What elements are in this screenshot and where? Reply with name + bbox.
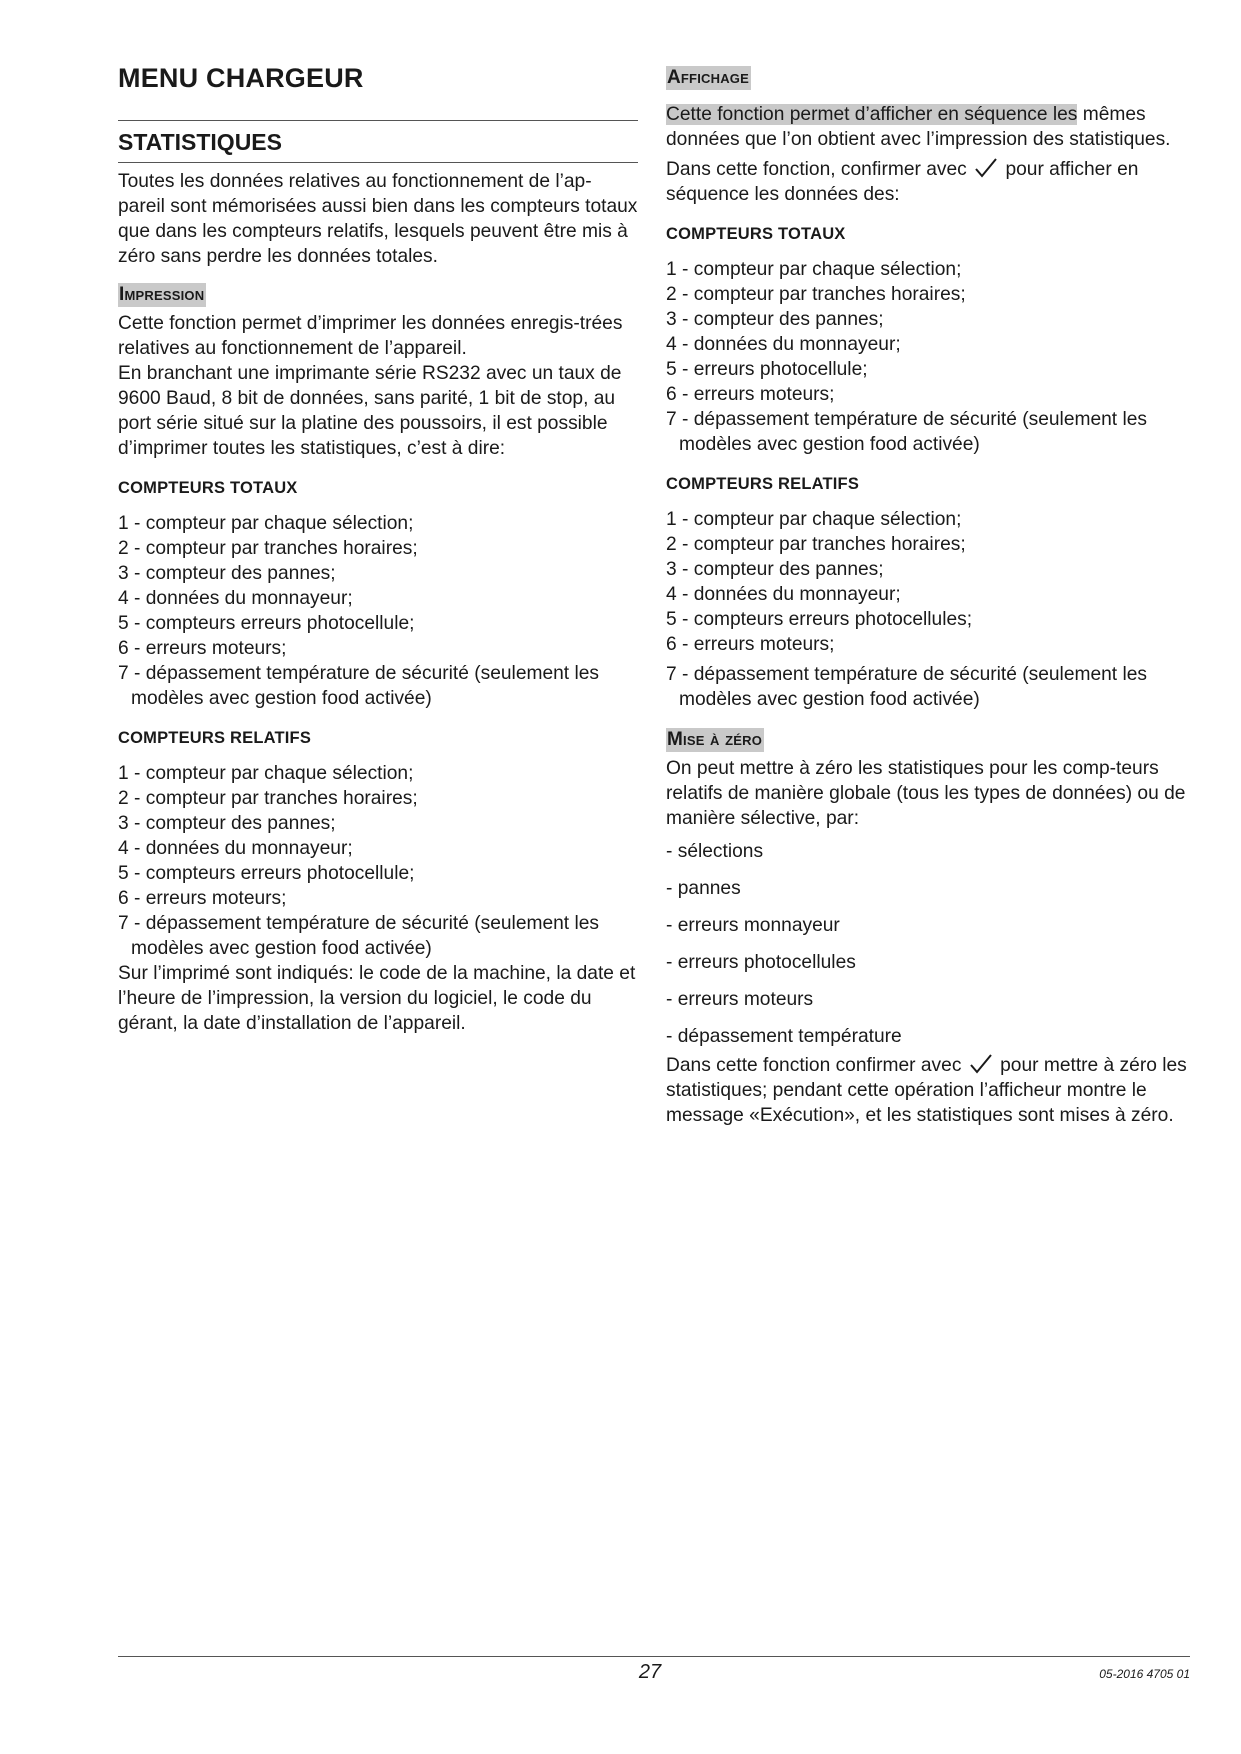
- affichage-heading: Affichage: [667, 67, 749, 88]
- list-item: 4 - données du monnayeur;: [118, 838, 353, 859]
- mise-a-zero-options: [666, 839, 1190, 1049]
- list-item: 6 - erreurs moteurs;: [666, 384, 835, 405]
- list-item: - sélections: [666, 841, 764, 862]
- mise-a-zero-intro: On peut mettre à zéro les statistiques pour les comp-teurs relatifs de manière globale (tous les types de données) ou de manière sélective, par:: [666, 758, 1186, 829]
- list-item: 5 - compteurs erreurs photocellule;: [118, 863, 415, 884]
- left-column: [118, 62, 638, 1036]
- list-item: 6 - erreurs moteurs;: [118, 888, 287, 909]
- list-item: - erreurs photocellules: [666, 952, 856, 973]
- mise-a-zero-heading: Mise à zéro: [667, 729, 763, 750]
- list-item: 4 - données du monnayeur;: [666, 334, 901, 355]
- list-item: 5 - compteurs erreurs photocellule;: [118, 613, 415, 634]
- list-item: 3 - compteur des pannes;: [118, 563, 336, 584]
- list-item: 2 - compteur par tranches horaires;: [118, 788, 418, 809]
- mise-a-zero-closing-before: Dans cette fonction confirmer avec: [666, 1055, 962, 1076]
- page-number: 27: [638, 1661, 662, 1683]
- affichage-paragraph-2: [666, 157, 1190, 207]
- list-item: 7 - dépassement température de sécurité (seulement les modèles avec gestion food activée): [666, 409, 1147, 455]
- mise-a-zero-closing: [666, 1053, 1190, 1128]
- page-title: MENU CHARGEUR: [118, 63, 364, 93]
- checkmark-icon: [974, 157, 998, 179]
- impression-paragraph-2: En branchant une imprimante série RS232 avec un taux de 9600 Baud, 8 bit de données, sans parité, 1 bit de stop, au port série situé sur la platine des poussoirs, il est possible d’imprimer toutes les statistiques, c’est à dire:: [118, 363, 622, 459]
- list-item: 5 - erreurs photocellule;: [666, 359, 868, 380]
- compteurs-relatifs-heading: COMPTEURS RELATIFS: [666, 475, 860, 493]
- impression-totaux-list: [118, 511, 638, 711]
- list-item: - pannes: [666, 878, 741, 899]
- affichage-paragraph-1-rest: mêmes données que l’on obtient avec l’impression des statistiques.: [666, 104, 1171, 150]
- impression-heading: Impression: [119, 284, 205, 305]
- impression-closing-paragraph: Sur l’imprimé sont indiqués: le code de la machine, la date et l’heure de l’impression, la version du logiciel, le code du gérant, la date d’installation de l’appareil.: [118, 963, 636, 1034]
- compteurs-totaux-heading: COMPTEURS TOTAUX: [118, 479, 298, 497]
- highlighted-text: Cette fonction permet d’afficher en séquence les: [666, 104, 1078, 125]
- compteurs-totaux-heading: COMPTEURS TOTAUX: [666, 225, 846, 243]
- affichage-paragraph-2-after: pour afficher en séquence les données des:: [666, 159, 1139, 205]
- impression-paragraph-1: Cette fonction permet d’imprimer les données enregis-trées relatives au fonctionnement de l’appareil.: [118, 313, 623, 359]
- compteurs-relatifs-heading: COMPTEURS RELATIFS: [118, 729, 312, 747]
- list-item: 7 - dépassement température de sécurité (seulement les modèles avec gestion food activée): [118, 663, 599, 709]
- affichage-paragraph-1: [666, 102, 1190, 152]
- list-item: - dépassement température: [666, 1026, 902, 1047]
- list-item: 7 - dépassement température de sécurité (seulement les modèles avec gestion food activée): [666, 664, 1147, 710]
- list-item: 6 - erreurs moteurs;: [666, 634, 835, 655]
- section-title: STATISTIQUES: [118, 120, 638, 163]
- list-item: 2 - compteur par tranches horaires;: [666, 284, 966, 305]
- list-item: 1 - compteur par chaque sélection;: [666, 509, 962, 530]
- affichage-relatifs-list: [666, 507, 1190, 712]
- mise-a-zero-closing-after: pour mettre à zéro les statistiques; pendant cette opération l’afficheur montre le message «Exécution», et les statistiques sont mises à zéro.: [666, 1055, 1187, 1126]
- list-item: 6 - erreurs moteurs;: [118, 638, 287, 659]
- list-item: 1 - compteur par chaque sélection;: [118, 513, 414, 534]
- list-item: 1 - compteur par chaque sélection;: [666, 259, 962, 280]
- list-item: 2 - compteur par tranches horaires;: [666, 534, 966, 555]
- list-item: 3 - compteur des pannes;: [666, 309, 884, 330]
- affichage-totaux-list: [666, 257, 1190, 457]
- list-item: 2 - compteur par tranches horaires;: [118, 538, 418, 559]
- list-item: 5 - compteurs erreurs photocellules;: [666, 609, 973, 630]
- list-item: 4 - données du monnayeur;: [666, 584, 901, 605]
- list-item: 7 - dépassement température de sécurité (seulement les modèles avec gestion food activée): [118, 913, 599, 959]
- list-item: 3 - compteur des pannes;: [118, 813, 336, 834]
- affichage-paragraph-2-before: Dans cette fonction, confirmer avec: [666, 159, 967, 180]
- list-item: 4 - données du monnayeur;: [118, 588, 353, 609]
- right-column: [666, 62, 1190, 1128]
- impression-relatifs-list: [118, 761, 638, 961]
- list-item: - erreurs monnayeur: [666, 915, 840, 936]
- list-item: 3 - compteur des pannes;: [666, 559, 884, 580]
- list-item: 1 - compteur par chaque sélection;: [118, 763, 414, 784]
- intro-paragraph: Toutes les données relatives au fonctionnement de l’ap-pareil sont mémorisées aussi bien dans les compteurs totaux que dans les compteurs relatifs, lesquels peuvent être mis à zéro sans perdre les données totales.: [118, 171, 638, 267]
- list-item: - erreurs moteurs: [666, 989, 814, 1010]
- document-code: 05-2016 4705 01: [1099, 1667, 1190, 1681]
- checkmark-icon: [969, 1053, 993, 1075]
- footer-divider: [118, 1656, 1190, 1657]
